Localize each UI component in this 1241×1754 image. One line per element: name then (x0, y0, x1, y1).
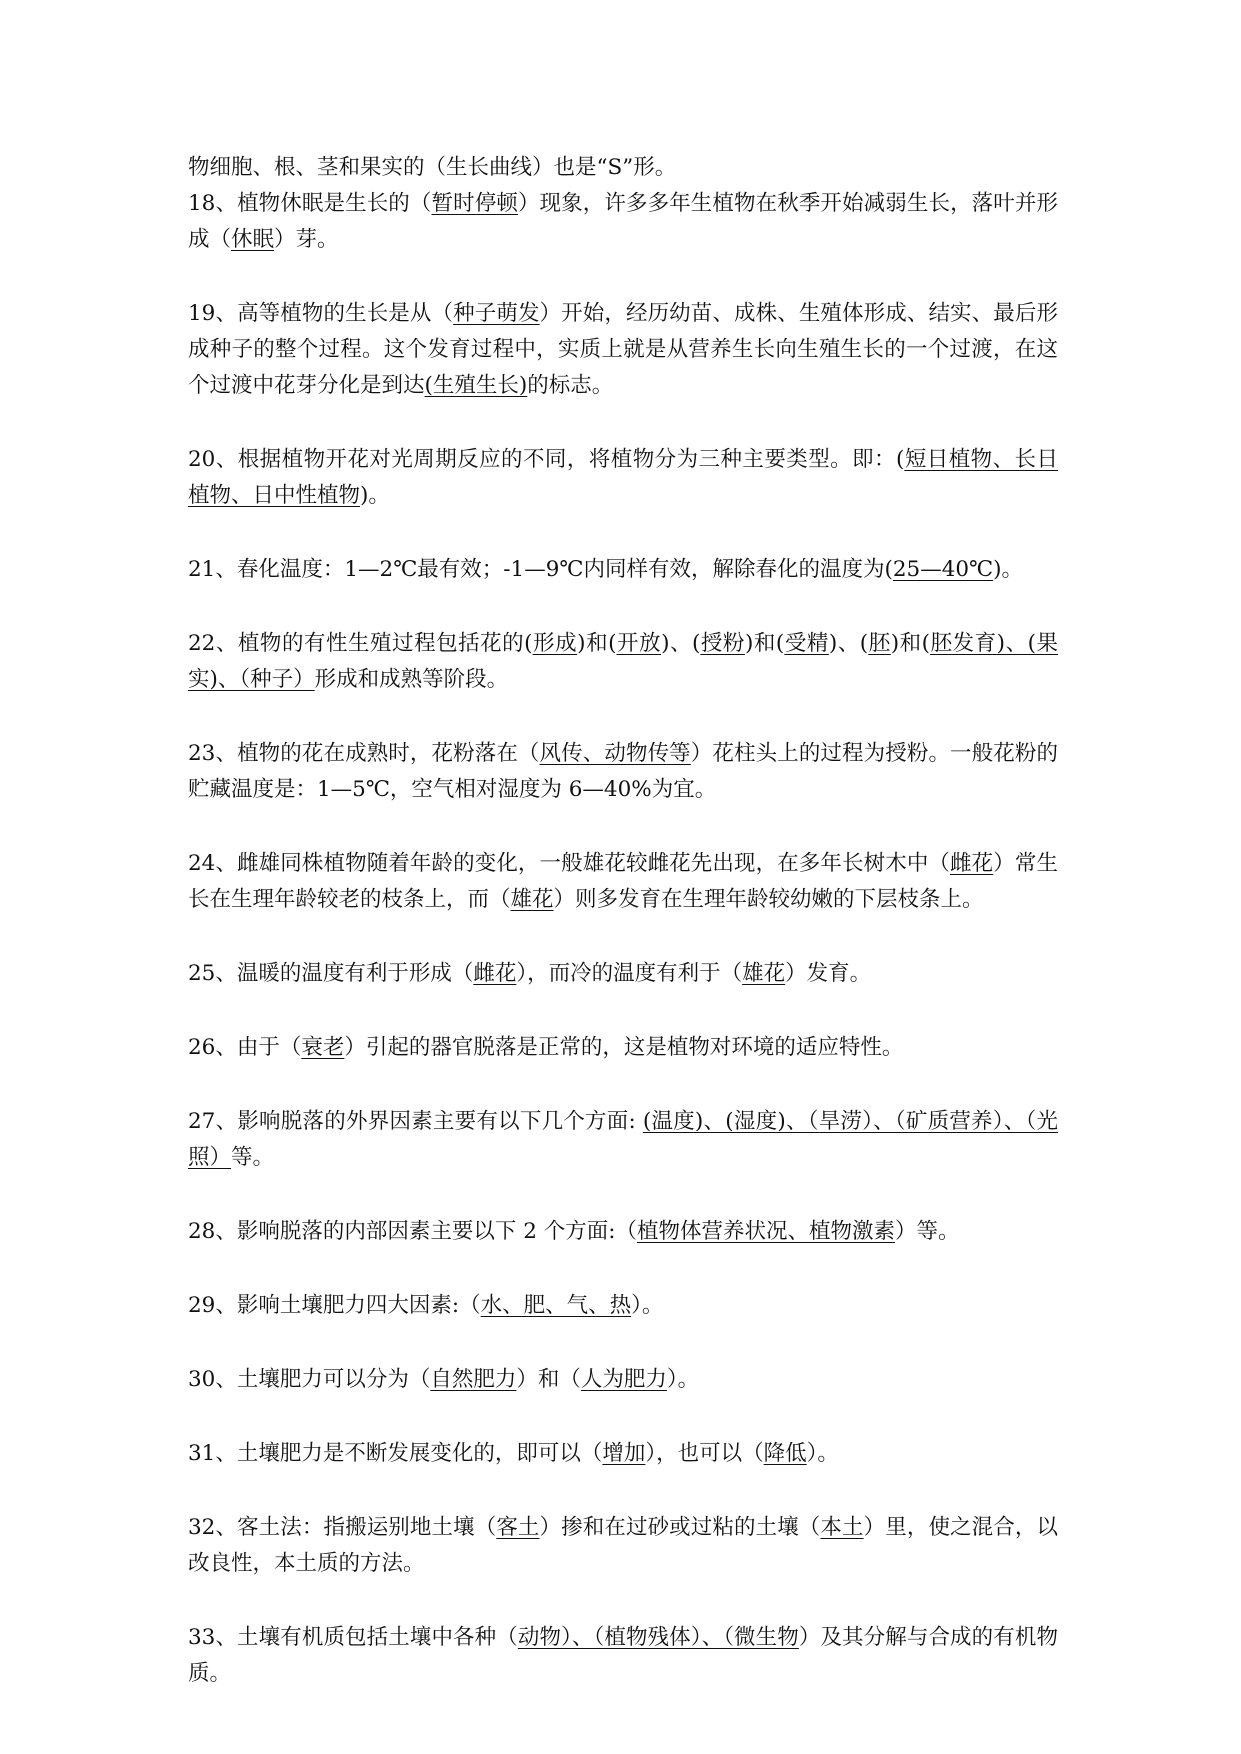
text-segment: 22、植物的有性生殖过程包括花的( (188, 631, 533, 656)
text-segment: ）发育。 (785, 961, 872, 986)
text-segment: 30、土壤肥力可以分为（ (188, 1367, 431, 1392)
answer-blank: 雄花 (510, 887, 554, 912)
answer-blank: 衰老 (301, 1035, 345, 1060)
paragraph-19 (188, 296, 1058, 404)
text-segment: 20、根据植物开花对光周期反应的不同，将植物分为三种主要类型。即：( (188, 447, 905, 472)
text-segment: 形成和成熟等阶段。 (314, 667, 509, 692)
answer-blank: 25—40℃ (892, 557, 994, 582)
paragraph-33 (188, 1620, 1058, 1692)
text-segment: ）。 (666, 1367, 700, 1392)
text-segment: )、( (828, 631, 869, 656)
text-segment: 24、雌雄同株植物随着年龄的变化，一般雄花较雌花先出现，在多年长树木中（ (188, 851, 951, 876)
text-segment: ）花柱头上的过程为授粉。一般花粉的贮藏温度是：1—5℃，空气相对湿度为 6—40%为宜。 (188, 741, 1058, 802)
text-segment: 31、土壤肥力是不断发展变化的，即可以（ (188, 1441, 603, 1466)
answer-blank: 暂时停顿 (431, 191, 518, 216)
text-segment: )。 (993, 557, 1024, 582)
answer-blank: (温度)、(湿度)、（旱涝）、（矿质营养）、（光照） (188, 1109, 1058, 1170)
text-segment: )和( (890, 631, 931, 656)
text-segment: ）则多发育在生理年龄较幼嫩的下层枝条上。 (553, 887, 984, 912)
text-segment: ），而冷的温度有利于（ (516, 961, 743, 986)
text-segment: 21、春化温度：1—2℃最有效；-1—9℃内同样有效，解除春化的温度为( (188, 557, 893, 582)
paragraph-28 (188, 1214, 1058, 1250)
text-segment: 32、客土法：指搬运别地土壤（ (188, 1515, 497, 1540)
text-segment: 等。 (231, 1145, 275, 1170)
paragraph-21 (188, 552, 1058, 588)
answer-blank: 风传、动物传等 (539, 741, 691, 766)
text-segment: ）开始，经历幼苗、成株、生殖体形成、结实、最后形成种子的整个过程。这个发育过程中，实质上就是从营养生长向生殖生长的一个过渡，在这个过渡中花芽分化是到达 (188, 301, 1058, 398)
answer-blank: 受精 (784, 631, 829, 656)
text-segment: 33、土壤有机质包括土壤中各种（ (188, 1625, 518, 1650)
text-segment: 23、植物的花在成熟时，花粉落在（ (188, 741, 540, 766)
text-segment: ）等。 (894, 1219, 960, 1244)
paragraph-30 (188, 1362, 1058, 1398)
text-segment: )和( (744, 631, 785, 656)
text-segment: ）和（ (516, 1367, 581, 1392)
answer-blank: 水、肥、气、热 (480, 1293, 632, 1318)
answer-blank: 自然肥力 (430, 1367, 517, 1392)
answer-blank: 开放 (616, 631, 662, 656)
paragraph-20 (188, 442, 1058, 514)
answer-blank: 人为肥力 (580, 1367, 667, 1392)
text-segment: )。 (360, 483, 390, 508)
text-segment: 28、影响脱落的内部因素主要以下 2 个方面:（ (188, 1219, 637, 1244)
answer-blank: 雌花 (473, 961, 517, 986)
text-segment: 18、植物休眠是生长的（ (188, 191, 432, 216)
paragraph-24 (188, 846, 1058, 918)
answer-blank: 雄花 (742, 961, 786, 986)
text-segment: 25、温暖的温度有利于形成（ (188, 961, 474, 986)
text-segment: 29、影响土壤肥力四大因素:（ (188, 1293, 481, 1318)
paragraph-23 (188, 736, 1058, 808)
answer-blank: 短日植物、长日植物、日中性植物 (188, 447, 1058, 508)
paragraph-22 (188, 626, 1058, 698)
text-segment: 19、高等植物的生长是从（ (188, 301, 454, 326)
text-segment: ）芽。 (274, 227, 339, 252)
text-segment: ）。 (806, 1441, 839, 1466)
answer-blank: 植物体营养状况、植物激素 (636, 1219, 895, 1244)
text-segment: )、( (661, 631, 701, 656)
text-segment: ）及其分解与合成的有机物质。 (188, 1625, 1058, 1686)
paragraph-29 (188, 1288, 1058, 1324)
answer-blank: 动物）、（植物残体）、（微生物 (517, 1625, 799, 1650)
paragraph-26 (188, 1030, 1058, 1066)
answer-blank: 本土 (820, 1515, 864, 1540)
paragraph-31 (188, 1436, 1058, 1472)
answer-blank: 雌花 (950, 851, 994, 876)
paragraph-27 (188, 1104, 1058, 1176)
text-segment: ），也可以（ (645, 1441, 764, 1466)
answer-blank: 胚发育)、(果实)、（种子） (188, 631, 1059, 692)
paragraph-18 (188, 186, 1058, 258)
text-segment: ）掺和在过砂或过粘的土壤（ (539, 1515, 821, 1540)
answer-blank: 种子萌发 (453, 301, 540, 326)
document-page (188, 150, 1058, 1692)
answer-blank: (生殖生长) (424, 373, 528, 398)
paragraph-32 (188, 1510, 1058, 1582)
text-segment: ）常生长在生理年龄较老的枝条上，而（ (188, 851, 1058, 912)
answer-blank: 降低 (763, 1441, 807, 1466)
text-segment: 27、影响脱落的外界因素主要有以下几个方面: (188, 1109, 643, 1134)
text-segment: )和( (577, 631, 617, 656)
paragraph-17 (188, 150, 1058, 186)
answer-blank: 客土 (496, 1515, 540, 1540)
answer-blank: 胚 (868, 631, 891, 656)
answer-blank: 休眠 (231, 227, 275, 252)
text-segment: ）。 (631, 1293, 664, 1318)
text-segment: ）引起的器官脱落是正常的，这是植物对环境的适应特性。 (344, 1035, 904, 1060)
text-segment: 物细胞、根、茎和果实的（生长曲线）也是“S”形。 (188, 155, 677, 180)
answer-blank: 授粉 (700, 631, 745, 656)
paragraph-25 (188, 956, 1058, 992)
text-segment: ）里，使之混合，以改良性，本土质的方法。 (188, 1515, 1058, 1576)
answer-blank: 增加 (602, 1441, 646, 1466)
text-segment: ）现象，许多多年生植物在秋季开始减弱生长，落叶并形成（ (188, 191, 1058, 252)
text-segment: 的标志。 (527, 373, 614, 398)
answer-blank: 形成 (532, 631, 578, 656)
text-segment: 26、由于（ (188, 1035, 302, 1060)
